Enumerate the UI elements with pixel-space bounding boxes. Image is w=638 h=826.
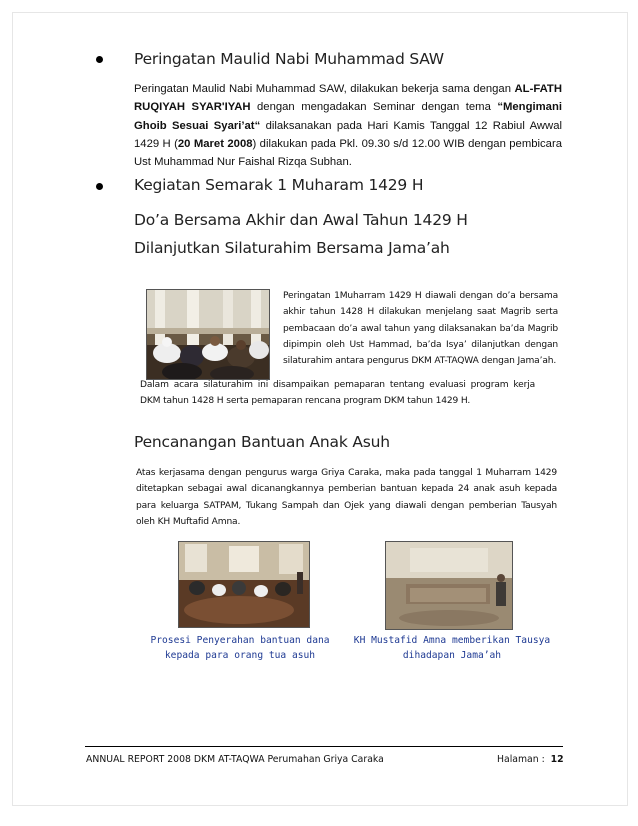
paragraph-bold-segment: 20 Maret 2008 xyxy=(177,137,253,150)
heading-maulid: Peringatan Maulid Nabi Muhammad SAW xyxy=(134,50,444,68)
paragraph-bold-segment: AL-FATH RUQIYAH SYAR'IYAH xyxy=(134,83,562,114)
subheading-silaturahim: Dilanjutkan Silaturahim Bersama Jama’ah xyxy=(134,239,450,257)
footer-page xyxy=(497,754,564,765)
text-muharam-side: Peringatan 1Muharram 1429 H diawali dengan do’a bersama akhir tahun 1428 H dilakukan menjelang saat Magrib serta pembacaan do’a awal tahun yang dilaksanakan ba’da Magrib dipimpin oleh Ust Hammad, ba’da Isya’ dilanjutkan dengan silaturahim antara pengurus DKM AT-TAQWA dengan Jama’ah. xyxy=(283,291,558,367)
bullet-1 xyxy=(96,56,103,63)
paragraph-segment: dilaksanakan pada Hari Kamis Tanggal 12 Rabiul Awwal 1429 H ( xyxy=(134,119,563,150)
subheading-doa: Do’a Bersama Akhir dan Awal Tahun 1429 H xyxy=(134,211,468,229)
footer-title: ANNUAL REPORT 2008 DKM AT-TAQWA Perumahan Griya Caraka xyxy=(86,754,384,765)
paragraph-segment: Peringatan Maulid Nabi Muhammad SAW, dilakukan bekerja sama dengan xyxy=(134,83,515,95)
text-anak-asuh: Atas kerjasama dengan pengurus warga Griya Caraka, maka pada tanggal 1 Muharram 1429 ditetapkan sebagai awal dicanangkannya pemberian bantuan kepada 24 anak asuh kepada para keluarga SATPAM, Tukang Sampah dan Ojek yang diawali dengan pemberian Tausyah oleh KH Muftafid Amna. xyxy=(136,468,557,527)
photo-silaturahim xyxy=(146,289,270,380)
heading-anak-asuh: Pencanangan Bantuan Anak Asuh xyxy=(134,433,390,451)
text-muharam-below: Dalam acara silaturahim ini disampaikan pemaparan tentang evaluasi program kerja DKM tahun 1428 H serta pemaparan rencana program DKM tahun 1429 H. xyxy=(140,380,535,407)
caption-penyerahan: Prosesi Penyerahan bantuan dana kepada para orang tua asuh xyxy=(150,635,330,661)
paragraph-maulid xyxy=(134,80,562,171)
bullet-2 xyxy=(96,183,103,190)
footer-page-label: Halaman : xyxy=(497,754,545,765)
caption-tausya: KH Mustafid Amna memberikan Tausya dihadapan Jama’ah xyxy=(353,635,551,661)
photo-penyerahan-bantuan xyxy=(178,541,310,628)
page-number: 12 xyxy=(550,754,564,765)
heading-muharam: Kegiatan Semarak 1 Muharam 1429 H xyxy=(134,176,424,194)
paragraph-segment: ) dilakukan pada Pkl. 09.30 s/d 12.00 WIB dengan pembicara Ust Muhammad Nur Faishal Rizqa Subhan. xyxy=(134,137,562,169)
photo-tausya xyxy=(385,541,513,630)
paragraph-bold-segment: “Mengimani Ghoib Sesuai Syari’at“ xyxy=(134,101,562,132)
paragraph-segment: dengan mengadakan Seminar dengan tema xyxy=(250,101,498,114)
footer-rule xyxy=(85,746,563,747)
